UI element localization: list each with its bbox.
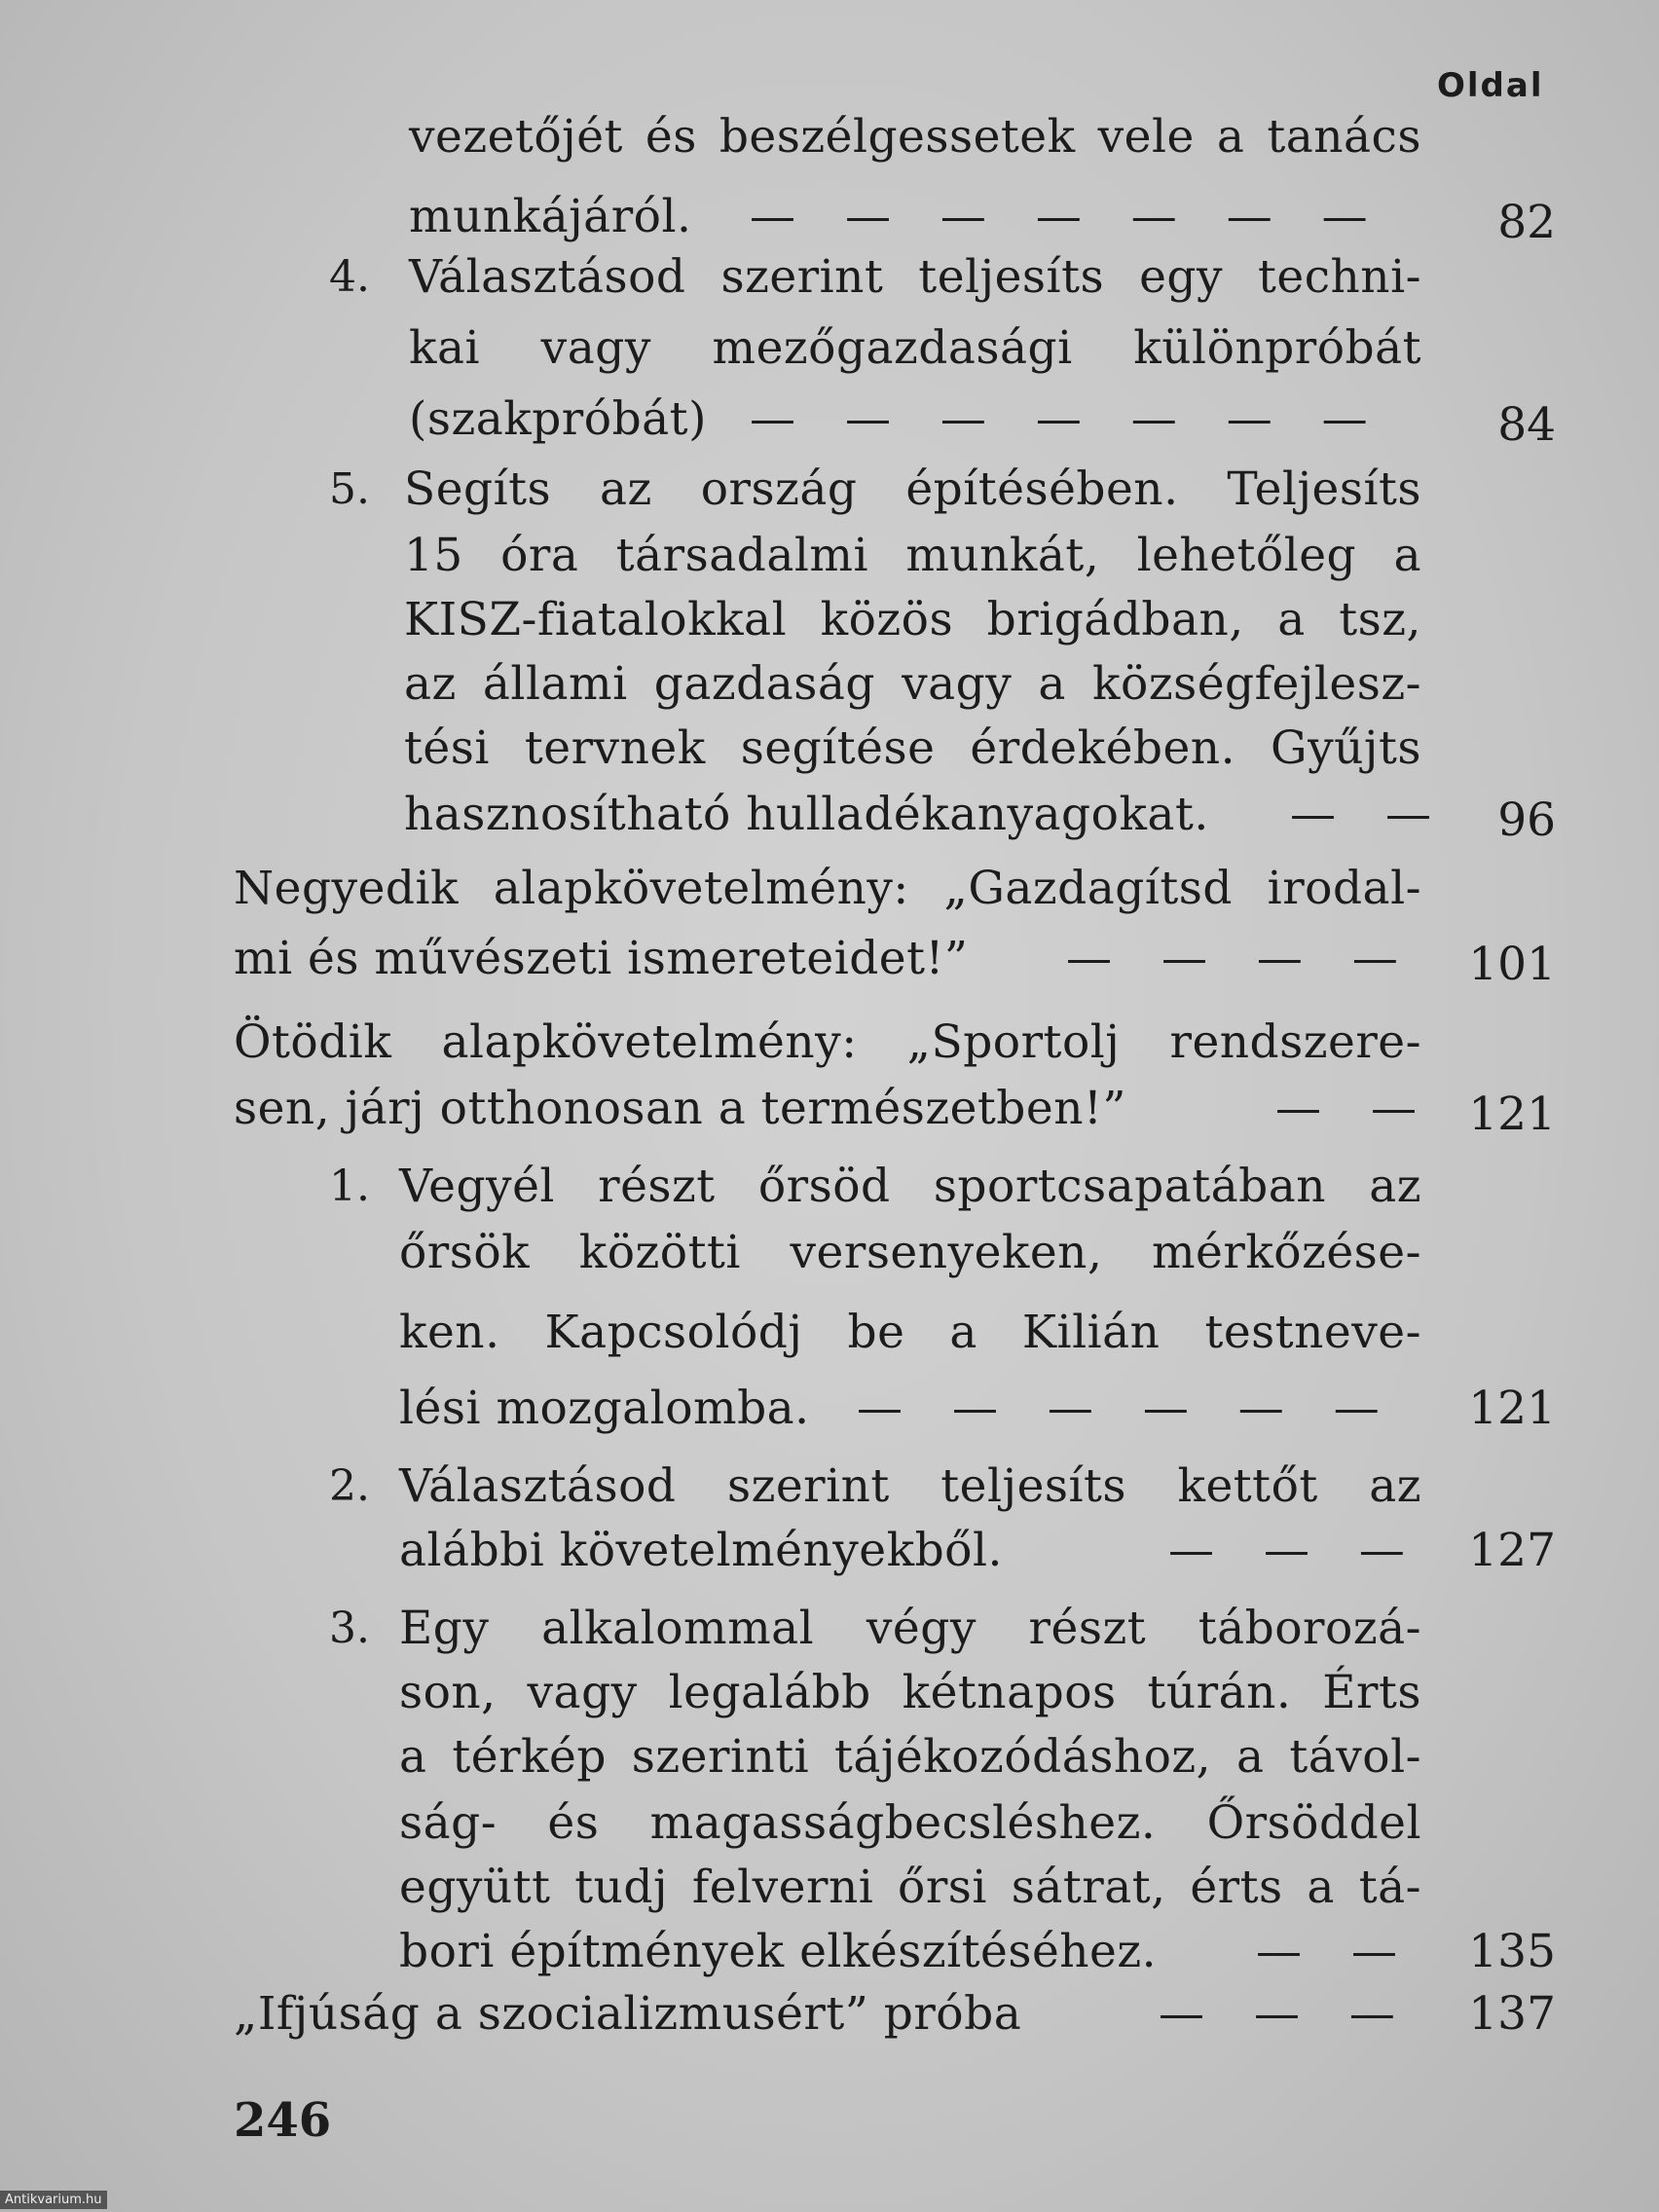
- toc-line: tési tervnek segítése érdekében. Gyűjts: [404, 721, 1421, 775]
- toc-line: kai vagy mezőgazdasági különpróbát: [409, 321, 1421, 375]
- toc-item-number: 3.: [329, 1604, 370, 1653]
- toc-page-number: 121: [1468, 1382, 1556, 1435]
- toc-line: KISZ-fiatalokkal közös brigádban, a tsz,: [404, 593, 1421, 646]
- toc-page-number: 137: [1468, 1987, 1556, 2041]
- toc-line: lési mozgalomba.: [399, 1382, 810, 1435]
- toc-page-number: 84: [1497, 398, 1556, 452]
- toc-leader: — — — — — —: [857, 1382, 1397, 1435]
- toc-item-number: 4.: [329, 252, 370, 302]
- toc-line: Egy alkalommal végy részt táborozá-: [399, 1602, 1421, 1655]
- toc-line: a térkép szerinti tájékozódáshoz, a távol-: [399, 1730, 1421, 1784]
- toc-item-number: 2.: [329, 1461, 370, 1511]
- toc-page-number: 101: [1468, 938, 1556, 991]
- toc-line: „Ifjúság a szocializmusért” próba: [234, 1987, 1022, 2041]
- toc-line: együtt tudj felverni őrsi sátrat, érts a tá-: [399, 1861, 1421, 1914]
- toc-leader: — — — — — — —: [750, 392, 1385, 446]
- toc-line: alábbi követelményekből.: [399, 1524, 1003, 1577]
- toc-line: sen, járj otthonosan a természetben!”: [234, 1082, 1126, 1135]
- toc-leader: — — — — — — —: [750, 190, 1385, 243]
- toc-leader: — —: [1275, 1082, 1434, 1135]
- toc-line: Vegyél részt őrsöd sportcsapatában az: [399, 1160, 1421, 1213]
- toc-line: hasznosítható hulladékanyagokat.: [404, 788, 1209, 841]
- toc-leader: — — —: [1159, 1987, 1413, 2041]
- toc-page-number: 121: [1468, 1088, 1556, 1141]
- toc-line: őrsök közötti versenyeken, mérkőzése-: [399, 1226, 1421, 1279]
- page-folio-number: 246: [234, 2093, 332, 2148]
- toc-line: bori építmények elkészítéséhez.: [399, 1925, 1158, 1978]
- toc-page-number: 135: [1468, 1925, 1556, 1978]
- toc-line: Ötödik alapkövetelmény: „Sportolj rendszere-: [234, 1015, 1421, 1069]
- toc-line: mi és művészeti ismereteidet!”: [234, 932, 969, 985]
- toc-line: ság- és magasságbecsléshez. Őrsöddel: [399, 1796, 1421, 1850]
- toc-item-number: 5.: [329, 464, 370, 514]
- toc-leader: — —: [1290, 788, 1449, 841]
- column-header-oldal: Oldal: [1437, 66, 1544, 105]
- toc-line: vezetőjét és beszélgessetek vele a tanács: [409, 110, 1421, 164]
- toc-line: Választásod szerint teljesíts egy techni-: [409, 250, 1421, 304]
- toc-leader: — — —: [1168, 1524, 1422, 1577]
- watermark: Antikvarium.hu: [0, 2191, 107, 2209]
- toc-page-number: 127: [1468, 1524, 1556, 1577]
- toc-page-number: 82: [1497, 196, 1556, 249]
- toc-line: Negyedik alapkövetelmény: „Gazdagítsd irodal-: [234, 862, 1421, 915]
- toc-leader: — —: [1256, 1925, 1415, 1978]
- toc-item-number: 1.: [329, 1161, 370, 1211]
- toc-line: Választásod szerint teljesíts kettőt az: [399, 1459, 1421, 1513]
- toc-page-number: 96: [1497, 793, 1556, 847]
- toc-line: son, vagy legalább kétnapos túrán. Érts: [399, 1666, 1421, 1719]
- toc-line: Segíts az ország építésében. Teljesíts: [404, 462, 1421, 516]
- toc-line: (szakpróbát): [409, 392, 707, 446]
- toc-leader: — — — —: [1066, 932, 1416, 985]
- toc-line: munkájáról.: [409, 190, 692, 243]
- toc-line: 15 óra társadalmi munkát, lehetőleg a: [404, 529, 1421, 582]
- toc-line: ken. Kapcsolódj be a Kilián testneve-: [399, 1306, 1421, 1359]
- toc-line: az állami gazdaság vagy a községfejlesz-: [404, 657, 1421, 711]
